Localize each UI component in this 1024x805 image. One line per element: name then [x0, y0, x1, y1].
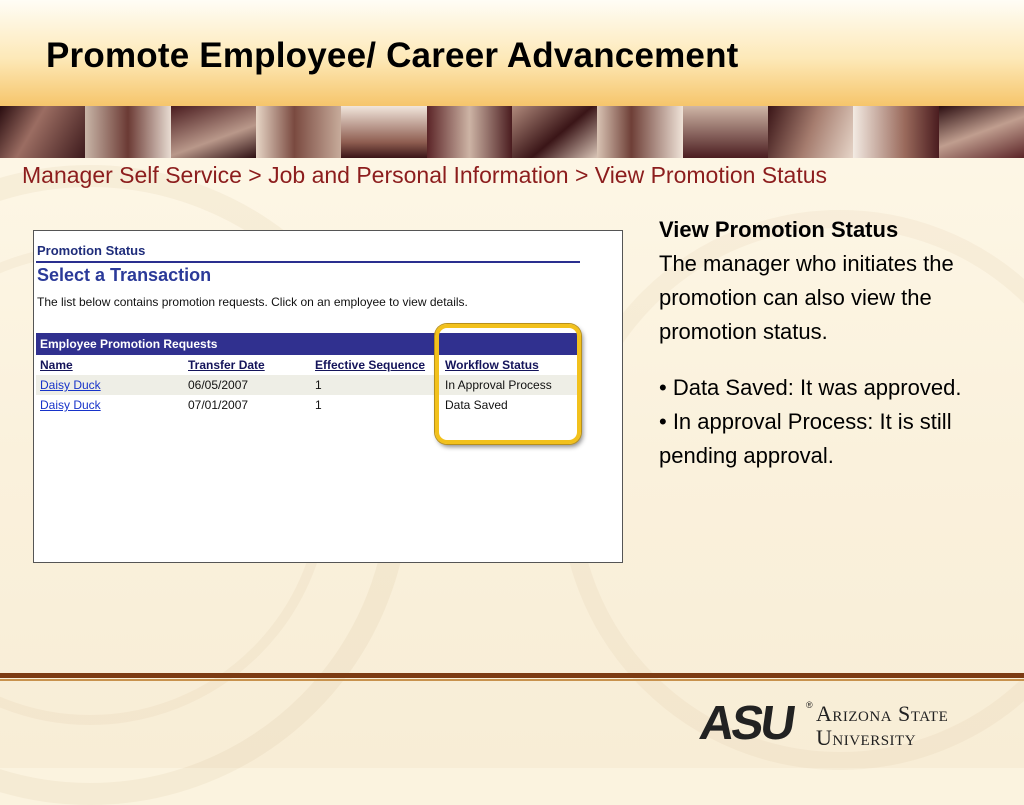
explanation-heading: View Promotion Status	[659, 217, 899, 242]
workflow-status-cell: In Approval Process	[445, 378, 552, 392]
column-header-name[interactable]: Name	[40, 358, 73, 372]
employee-link[interactable]: Daisy Duck	[40, 378, 101, 392]
transfer-date-cell: 07/01/2007	[188, 398, 249, 412]
bullet-in-approval: • In approval Process: It is still pending approval.	[659, 409, 952, 468]
effective-sequence-cell: 1	[315, 378, 322, 392]
bullet-data-saved: • Data Saved: It was approved.	[659, 375, 962, 400]
campus-photo-strip	[0, 106, 1024, 158]
breadcrumb: Manager Self Service > Job and Personal Information > View Promotion Status	[22, 162, 828, 188]
title-band	[0, 0, 1024, 106]
transfer-date-cell: 06/05/2007	[188, 378, 249, 392]
grid-title-bar: Employee Promotion Requests	[36, 333, 578, 355]
column-header-workflow-status[interactable]: Workflow Status	[445, 358, 539, 372]
effective-sequence-cell: 1	[315, 398, 322, 412]
explanation-body: The manager who initiates the promotion can also view the promotion status.	[659, 251, 954, 344]
asu-wordmark	[816, 702, 948, 750]
registered-mark: ®	[806, 700, 813, 710]
employee-link[interactable]: Daisy Duck	[40, 398, 101, 412]
footer-divider	[0, 673, 1024, 678]
wordmark-line-1: Arizona State	[816, 701, 949, 726]
explanation-panel	[659, 213, 1024, 473]
wordmark-line-2: University	[816, 725, 917, 750]
page-title: Promotion Status	[37, 243, 146, 258]
column-header-effective-sequence[interactable]: Effective Sequence	[315, 358, 426, 372]
slide-title: Promote Employee/ Career Advancement	[46, 36, 739, 75]
promotion-status-screenshot	[33, 230, 623, 563]
workflow-status-highlight	[435, 324, 581, 444]
asu-logo-mark: ASU	[696, 697, 797, 750]
section-heading: Select a Transaction	[37, 265, 212, 285]
column-header-transfer-date[interactable]: Transfer Date	[188, 358, 265, 372]
footer-divider-accent	[0, 679, 1024, 681]
title-divider	[36, 261, 580, 263]
workflow-status-cell: Data Saved	[445, 398, 508, 412]
instructions-text: The list below contains promotion requests. Click on an employee to view details.	[37, 295, 468, 309]
